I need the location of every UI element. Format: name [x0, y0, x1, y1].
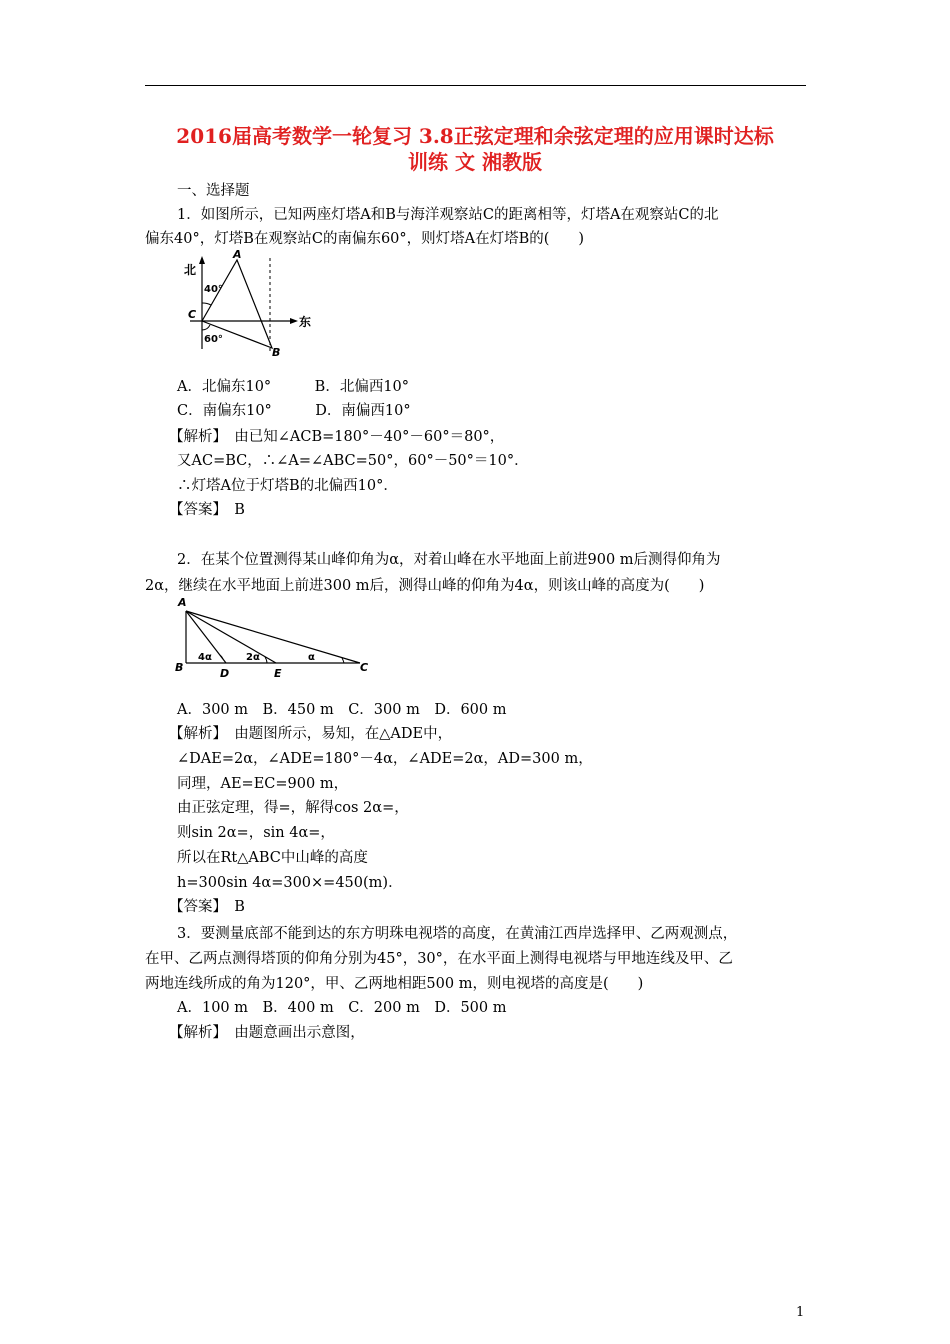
- q2-fig-point-d: D: [220, 667, 230, 680]
- q2-options: A．300 m B．450 m C．300 m D．600 m: [177, 702, 507, 718]
- q1-analysis-line1: 【解析】 由已知∠ACB=180°－40°－60°＝80°，: [169, 429, 505, 445]
- q2-analysis-line1: 【解析】 由题图所示，易知，在△ADE中，: [169, 726, 453, 742]
- q1-fig-north-label: 北: [184, 263, 197, 277]
- q2-fig-point-b: B: [175, 661, 184, 674]
- document-title-line1: 2016届高考数学一轮复习 3.8正弦定理和余弦定理的应用课时达标: [176, 124, 774, 148]
- q2-analysis-line6: 所以在Rt△ABC中山峰的高度: [177, 850, 368, 866]
- q2-fig-angle-2a: 2α: [246, 652, 260, 663]
- q2-fig-point-e: E: [274, 667, 282, 680]
- q3-analysis-line1: 【解析】 由题意画出示意图，: [169, 1025, 365, 1041]
- q1-stem-line1: 1．如图所示，已知两座灯塔A和B与海洋观察站C的距离相等，灯塔A在观察站C的北: [177, 207, 719, 223]
- q3-stem-line2: 在甲、乙两点测得塔顶的仰角分别为45°，30°，在水平面上测得电视塔与甲地连线及甲、乙: [145, 951, 733, 967]
- q1-options-line2: C．南偏东10° D．南偏西10°: [177, 403, 411, 419]
- q2-answer: 【答案】 B: [169, 899, 245, 915]
- q2-fig-angle-4a: 4α: [198, 652, 212, 663]
- q1-analysis-line3: ∴灯塔A位于灯塔B的北偏西10°．: [177, 478, 398, 494]
- page-number: 1: [796, 1305, 805, 1320]
- q3-options: A．100 m B．400 m C．200 m D．500 m: [177, 1000, 507, 1016]
- document-title-line2: 训练 文 湘教版: [408, 150, 542, 174]
- q1-fig-point-c: C: [188, 308, 197, 321]
- q2-analysis-line4: 由正弦定理，得=，解得cos 2α=，: [177, 800, 409, 816]
- q2-analysis-line5: 则sin 2α=，sin 4α=，: [177, 825, 335, 841]
- q1-answer: 【答案】 B: [169, 502, 245, 518]
- q2-analysis-line7: h=300sin 4α=300×=450(m)．: [177, 875, 403, 891]
- q1-stem-line2: 偏东40°，灯塔B在观察站C的南偏东60°，则灯塔A在灯塔B的( ): [145, 231, 585, 247]
- q1-fig-point-a: A: [233, 248, 242, 261]
- q2-fig-angle-a: α: [308, 652, 315, 663]
- q2-figure: [172, 593, 377, 683]
- q1-analysis-line2: 又AC=BC，∴∠A=∠ABC=50°，60°－50°＝10°．: [177, 453, 529, 469]
- q1-fig-angle-40: 40°: [204, 284, 223, 295]
- header-rule: [145, 85, 806, 86]
- q2-fig-point-c: C: [360, 661, 369, 674]
- q3-stem-line1: 3．要测量底部不能到达的东方明珠电视塔的高度，在黄浦江西岸选择甲、乙两观测点，: [177, 926, 738, 942]
- q2-stem-line1: 2．在某个位置测得某山峰仰角为α，对着山峰在水平地面上前进900 m后测得仰角为: [177, 552, 721, 568]
- q2-stem-line2: 2α，继续在水平地面上前进300 m后，测得山峰的仰角为4α，则该山峰的高度为( ): [145, 578, 705, 594]
- q1-options-line1: A．北偏东10° B．北偏西10°: [177, 379, 410, 395]
- q1-fig-point-b: B: [272, 346, 281, 359]
- q2-analysis-line2: ∠DAE=2α，∠ADE=180°－4α，∠ADE=2α，AD=300 m，: [177, 751, 593, 767]
- q3-stem-line3: 两地连线所成的角为120°，甲、乙两地相距500 m，则电视塔的高度是( ): [145, 976, 644, 992]
- q1-fig-east-label: 东: [299, 315, 312, 329]
- q2-fig-point-a: A: [178, 596, 187, 609]
- section-heading: 一、选择题: [177, 183, 250, 199]
- q2-analysis-line3: 同理，AE=EC=900 m，: [177, 776, 349, 792]
- q1-fig-angle-60: 60°: [204, 334, 223, 345]
- q1-figure: [180, 248, 320, 363]
